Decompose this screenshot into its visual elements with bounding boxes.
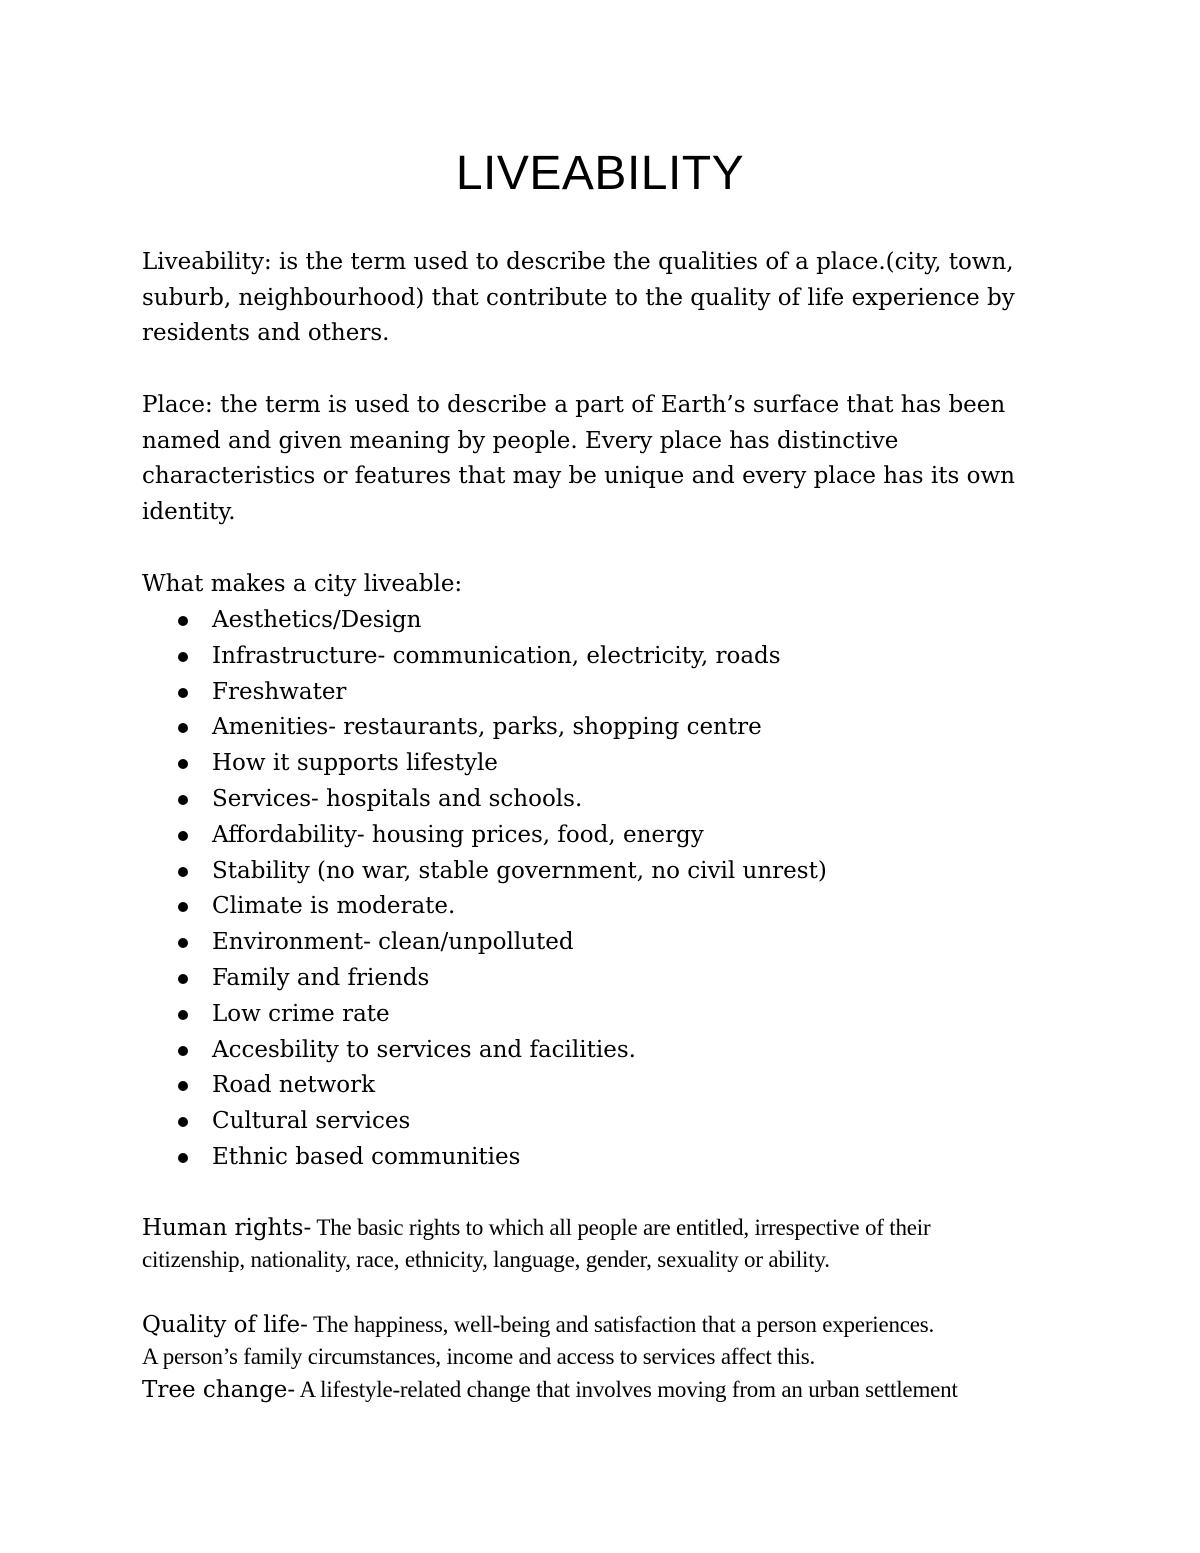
list-item: Services- hospitals and schools. — [142, 782, 1042, 818]
list-item: Environment- clean/unpolluted — [142, 925, 1042, 961]
bullet-icon — [178, 938, 188, 948]
list-item: Climate is moderate. — [142, 889, 1042, 925]
list-heading: What makes a city liveable: — [142, 571, 463, 597]
human-rights-term: Human rights- — [142, 1215, 312, 1241]
list-item: Accesbility to services and facilities. — [142, 1033, 1042, 1069]
list-item: Infrastructure- communication, electricity, roads — [142, 639, 1042, 675]
bullet-icon — [178, 688, 188, 698]
tree-change-definition: Tree change- A lifestyle-related change that involves moving from an urban settlement — [142, 1377, 958, 1403]
bullet-icon — [178, 1153, 188, 1163]
quality-of-life-definition: Quality of life- The happiness, well-being and satisfaction that a person experiences. — [142, 1312, 935, 1338]
list-item: Ethnic based communities — [142, 1140, 1042, 1176]
list-item: Cultural services — [142, 1104, 1042, 1140]
list-item: Freshwater — [142, 675, 1042, 711]
place-definition: Place: the term is used to describe a part of Earth’s surface that has been named and given meaning by people. Every place has distinctive characteristics or features that may be unique and every place has its own identity. — [142, 392, 1015, 525]
bullet-icon — [178, 723, 188, 733]
list-item: How it supports lifestyle — [142, 746, 1042, 782]
list-item: Amenities- restaurants, parks, shopping centre — [142, 710, 1042, 746]
bullet-icon — [178, 795, 188, 805]
list-item: Stability (no war, stable government, no civil unrest) — [142, 854, 1042, 890]
bullet-icon — [178, 1081, 188, 1091]
bullet-icon — [178, 616, 188, 626]
quality-of-life-term: Quality of life- — [142, 1312, 308, 1338]
human-rights-definition-cont: citizenship, nationality, race, ethnicity, language, gender, sexuality or ability. — [142, 1247, 830, 1272]
bullet-icon — [178, 867, 188, 877]
list-item: Affordability- housing prices, food, energy — [142, 818, 1042, 854]
tree-change-term: Tree change- — [142, 1377, 296, 1403]
list-item: Road network — [142, 1068, 1042, 1104]
bullet-icon — [178, 902, 188, 912]
quality-of-life-definition-cont: A person’s family circumstances, income and access to services affect this. — [142, 1344, 816, 1369]
liveability-definition: Liveability: is the term used to describe the qualities of a place.(city, town, suburb, neighbourhood) that contribute to the quality of life experience by residents and others. — [142, 249, 1015, 346]
bullet-icon — [178, 1046, 188, 1056]
bullet-icon — [178, 1117, 188, 1127]
liveability-factors-list — [142, 603, 1042, 1176]
page-title: LIVEABILITY — [455, 147, 745, 200]
bullet-icon — [178, 652, 188, 662]
bullet-icon — [178, 974, 188, 984]
bullet-icon — [178, 1010, 188, 1020]
list-item: Low crime rate — [142, 997, 1042, 1033]
bullet-icon — [178, 831, 188, 841]
list-item: Family and friends — [142, 961, 1042, 997]
human-rights-definition: Human rights- The basic rights to which all people are entitled, irrespective of their — [142, 1215, 931, 1241]
list-item: Aesthetics/Design — [142, 603, 1042, 639]
bullet-icon — [178, 759, 188, 769]
